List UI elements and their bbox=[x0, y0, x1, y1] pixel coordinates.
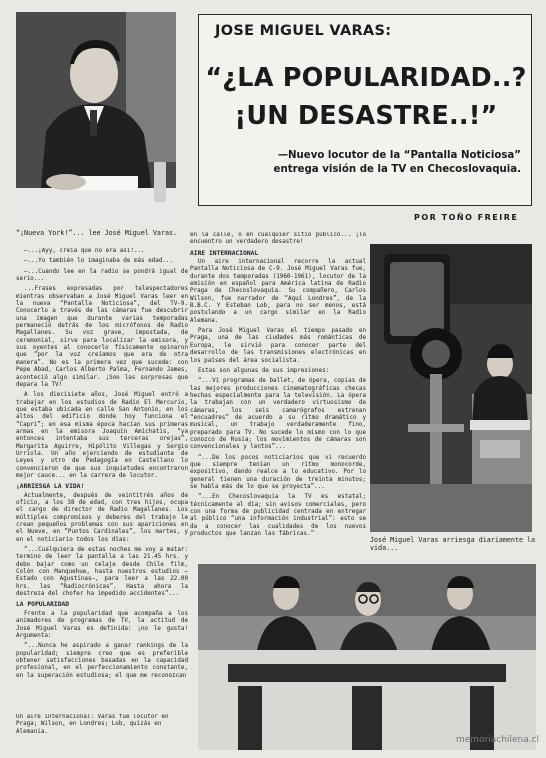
author-name: JOSE MIGUEL VARAS: bbox=[215, 23, 392, 39]
headline-box bbox=[198, 14, 532, 206]
paragraph: Un aire internacional recorre la actual Pantalla Noticiosa de C-9. José Miguel Varas fue, durante dos temporadas (1960-1961), locutor de la emisión en español para América latina de Radio Praga de Checoslovaquia. Su compañero, Carlos Wilson, fue narrador de “Aquí Londres”, de la B.B.C. Y Esteban Lob, para no ser menos, está postulando a un cargo similar en la Radio Alemana. bbox=[190, 259, 366, 324]
paragraph: “...Vi programas de ballet, de ópera, copias de las mejores producciones cinematográficas checas hechas especialmente para la televisión. La ópera la trabajan con un verdadero virtuosismo de cámaras, los seis camarógrafos estrenan “encuadres” de acuerdo a su ritmo dramático y musical, un trabajo verdaderamente fino, preparado para TV. No sucede lo mismo con lo que conozco de Rusia; los movimientos de cámaras son convencionales y lentos”... bbox=[190, 378, 366, 451]
watermark: memoriachilena.cl bbox=[456, 735, 540, 745]
paragraph: “...En Checoslovaquia la TV es estatal; técnicamente al día; sin avisos comerciales, pero con una forma de publicidad centrada en entregar al público “una información industrial”: esto se da a conocer las cualidades de los nuevos productos que lanzan las fábricas.” bbox=[190, 494, 366, 538]
caption-top-left: “¡Nueva York!”... lee José Miguel Varas. bbox=[16, 229, 178, 237]
paragraph: —...Cuando lee en la radio se pondrá igual de serio... bbox=[16, 268, 188, 283]
paragraph: ...Frases expresadas por telespectadores mientras observaban a José Miguel Varas leer en la nueva “Pantalla Noticiosa”, del TV-9. Conocerlo a través de las cámaras fue descubrir una imagen que durante varias temporadas permaneció detrás de los micrófonos de Radio Magallanes. Su voz grave, impostada, de ceremonial, sirve para localizar la emisora, y sus oyentes al conocerlo físicamente opinaron que “por la voz creíamos que era de otra manera”. No es la primera vez que sucede: con Pepe Abad, Carlos Alberto Palma, Fernando James, aconteció algo similar. ¡Son las sorpresas que depara la TV! bbox=[16, 286, 188, 388]
photo-varas-reading bbox=[16, 12, 176, 220]
paragraph: “...Cualquiera de estas noches me voy a matar: termino de leer la pantalla a las 21.45 hrs. y debo bajar como un celaje desde Chile film, Colón con Manquehue, hasta nuestros estudios —Estado con Agustinas—, para leer a las 22.00 hrs. las “Radiocrónicas”. Hasta ahora la destreza del chofer ha impedido accidentes”... bbox=[16, 547, 188, 598]
caption-right: José Miguel Varas arriesga diariamente la vida... bbox=[370, 536, 536, 552]
section-heading: AIRE INTERNACIONAL bbox=[190, 249, 259, 257]
column-left bbox=[16, 248, 188, 758]
photo-news-presenters bbox=[198, 564, 536, 750]
column-middle bbox=[190, 232, 366, 558]
section-heading: ¡ARRIESGA LA VIDA! bbox=[16, 483, 85, 491]
photo-tv-camera bbox=[370, 244, 532, 532]
paragraph: Estas son algunas de sus impresiones: bbox=[198, 367, 330, 374]
paragraph: Frente a la popularidad que acompaña a los animadores de programas de TV, la actitud de José Miguel Varas es definida: ¡no le gusta! Argumenta: bbox=[16, 610, 188, 639]
byline: POR TOÑO FREIRE bbox=[414, 213, 519, 222]
paragraph: Actualmente, después de veintitrés años de oficio, a los 38 de edad, con tres hijos, ocupa el cargo de director de Radio Magallanes. Los múltiples compromisos y deberes del trabajo le crean pequeños problemas con sus apariciones en el Nueve, en “Puntos Cardinales”, los martes, y en el noticiario todos los días: bbox=[16, 492, 188, 543]
paragraph: “...De los pocos noticiarios que vi recuerdo que siempre tenían un ritmo monocorde, expositivo, dando realce a lo educativo. Por lo general tienen una duración de treinta minutos; se habla más de lo que se proyecta”... bbox=[190, 454, 366, 490]
title-line-2: ¡UN DESASTRE..!” bbox=[234, 101, 498, 131]
caption-bottom-left: Un aire internacional: Varas fue locutor en Praga; Wilson, en Londres; Lob, quizás en Alemania. bbox=[16, 714, 169, 735]
paragraph: —...¡Ayy, creía que no era así!... bbox=[24, 248, 145, 254]
paragraph: —...Yo también lo imaginaba de más edad... bbox=[24, 258, 173, 265]
title-line-1: “¿LA POPULARIDAD..? bbox=[205, 63, 527, 93]
paragraph: en la calle, o en cualquier sitio público... ¡lo encuentro un verdadero desastre! bbox=[190, 232, 366, 246]
section-heading: LA POPULARIDAD bbox=[16, 601, 70, 609]
paragraph: “...Nunca he aspirado a ganar rankings de la popularidad; siempre creo que es preferible obtener satisfacciones basadas en la capacidad profesional, en el perfeccionamiento constante, en la superación estudiosa; el que me reconozcan bbox=[16, 643, 188, 679]
paragraph: A los diecisiete años, José Miguel entró a trabajar en los estudios de Radio El Mercurio, que estaba ubicada en calle San Antonio, en los altos del edificio donde hoy funciona el “Capri”; en esa misma época hacían sus primeras armas en la emisora Joaquín Amichatis, “ya entonces intentaba sus terceras orejas”, Margarita Aguirre, Hipólito Villegas y Sergio Urriola. Un año ejerciendo de estudiante de Leyes y otro de Pedagogía en Castellano lo convencieron de que sus inquietudes encontraron mejor cauce... en la carrera de locutor. bbox=[16, 392, 188, 479]
paragraph: Para José Miguel Varas el tiempo pasado en Praga, una de las ciudades más románticas de Europa, le sirvió para conocer parte del desarrollo de las transmisiones electrónicas en los países del área socialista. bbox=[190, 328, 366, 364]
subtitle: —Nuevo locutor de la “Pantalla Noticiosa” entrega visión de la TV en Checoslovaquia. bbox=[273, 150, 521, 175]
